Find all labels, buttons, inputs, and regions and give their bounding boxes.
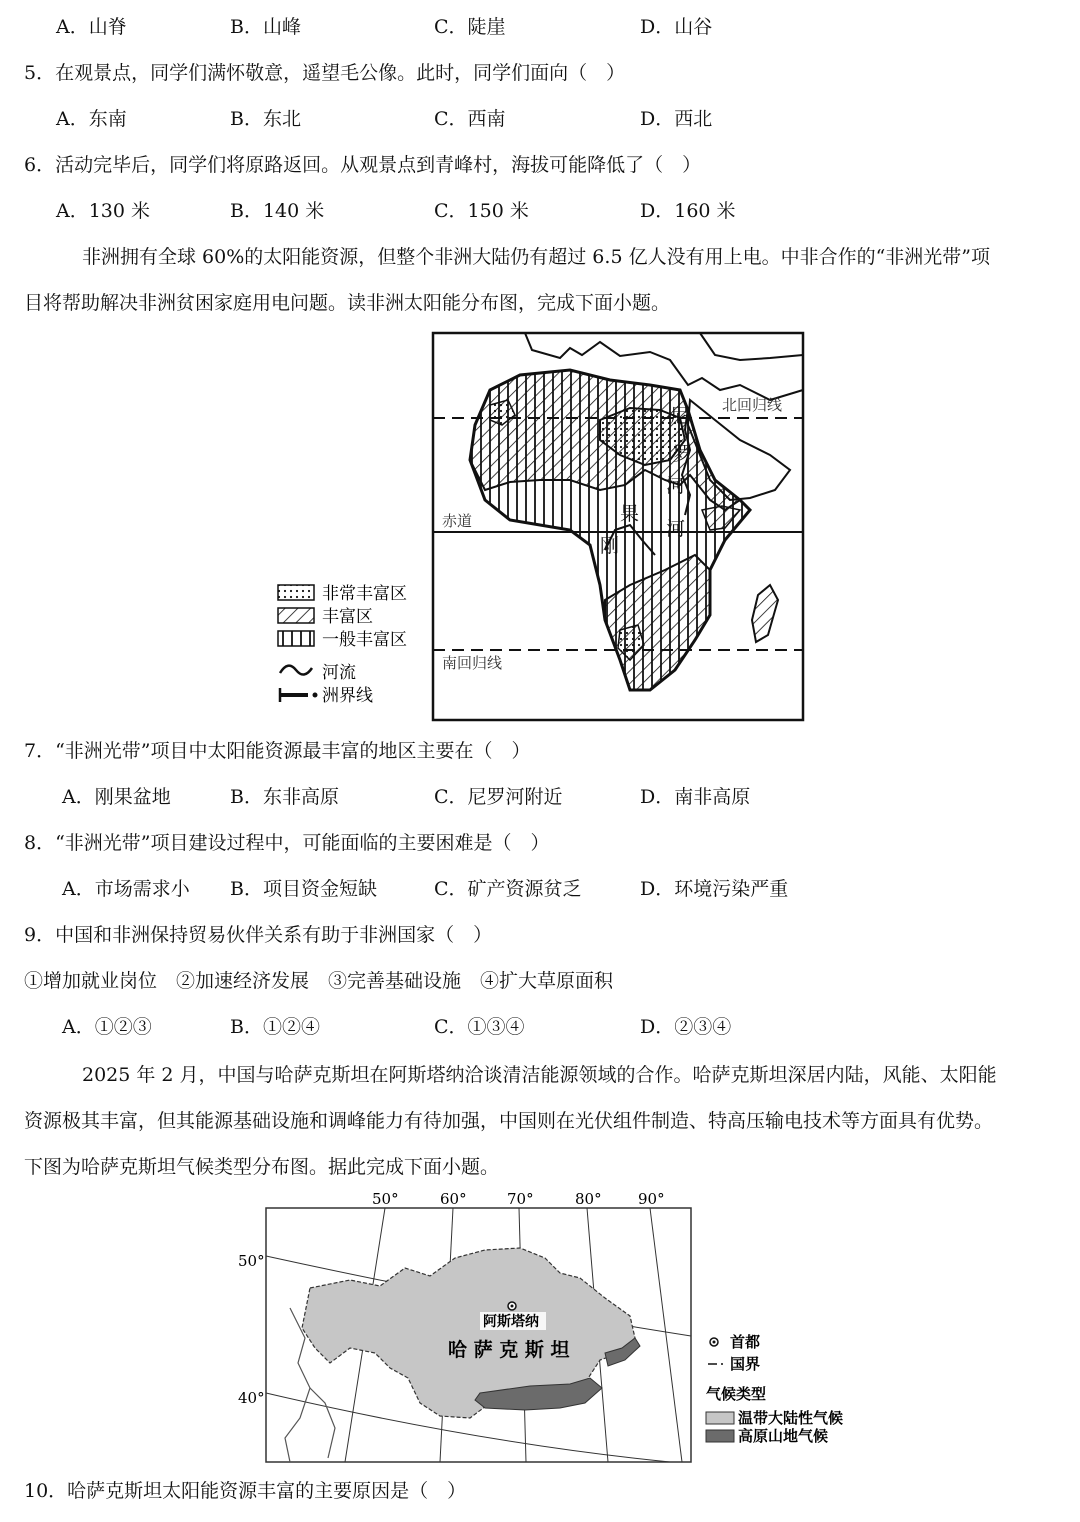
q9-items: ①增加就业岗位 ②加速经济发展 ③完善基础设施 ④扩大草原面积	[24, 970, 614, 992]
congo-char-1: 刚	[600, 535, 620, 557]
q9-option-d: D．②③④	[640, 1016, 732, 1038]
q4-option-b: B．山峰	[230, 16, 301, 38]
kazakhstan-label: 哈 萨 克 斯 坦	[448, 1339, 570, 1361]
q10-stem: 10．哈萨克斯坦太阳能资源丰富的主要原因是（ ）	[24, 1480, 467, 1502]
q8-option-b: B．项目资金短缺	[230, 878, 377, 900]
q5-option-d: D．西北	[640, 108, 713, 130]
legend-river: 河流	[322, 663, 356, 683]
tropic-south-label: 南回归线	[442, 654, 503, 672]
q7-option-c: C．尼罗河附近	[434, 786, 563, 808]
legend-river-icon	[280, 666, 312, 675]
legend-highland-swatch	[706, 1430, 734, 1442]
q8-stem: 8．“非洲光带”项目建设过程中，可能面临的主要困难是（ ）	[24, 832, 550, 854]
q5-option-a: A．东南	[56, 108, 127, 130]
q6-option-a: A．130 米	[56, 200, 151, 222]
q6-stem: 6．活动完毕后，同学们将原路返回。从观景点到青峰村，海拔可能降低了（ ）	[24, 154, 702, 176]
q7-option-d: D．南非高原	[640, 786, 751, 808]
lon-label-60: 60°	[440, 1190, 467, 1208]
africa-map-legend	[278, 583, 407, 706]
lon-label-80: 80°	[575, 1190, 602, 1208]
kz-passage-line2: 资源极其丰富，但其能源基础设施和调峰能力有待加强，中国则在光伏组件制造、特高压输电技术等方面具有优势。	[24, 1110, 994, 1132]
equator-label: 赤道	[442, 512, 473, 530]
legend-border: 国界	[730, 1355, 761, 1373]
q8-option-c: C．矿产资源贫乏	[434, 878, 582, 900]
q9-stem: 9．中国和非洲保持贸易伙伴关系有助于非洲国家（ ）	[24, 924, 493, 946]
legend-swatch-general	[278, 631, 314, 646]
legend-highland: 高原山地气候	[738, 1427, 829, 1445]
tropic-north-label: 北回归线	[722, 396, 783, 414]
legend-continental-swatch	[706, 1412, 734, 1424]
legend-swatch-rich	[278, 608, 314, 623]
legend-very-rich: 非常丰富区	[322, 584, 407, 604]
nile-char-3: 河	[666, 475, 686, 497]
q9-option-c: C．①③④	[434, 1016, 525, 1038]
lon-label-70: 70°	[507, 1190, 534, 1208]
kz-passage-line3: 下图为哈萨克斯坦气候类型分布图。据此完成下面小题。	[24, 1156, 500, 1178]
nile-char-1: 尼	[670, 405, 690, 427]
q4-option-d: D．山谷	[640, 16, 713, 38]
legend-continent-boundary: 洲界线	[322, 686, 373, 706]
congo-char-3: 河	[666, 518, 686, 540]
lon-label-90: 90°	[638, 1190, 665, 1208]
q9-option-b: B．①②④	[230, 1016, 320, 1038]
q5-stem: 5．在观景点，同学们满怀敬意，遥望毛公像。此时，同学们面向（ ）	[24, 62, 626, 84]
q5-option-b: B．东北	[230, 108, 301, 130]
africa-passage-line2: 目将帮助解决非洲贫困家庭用电问题。读非洲太阳能分布图，完成下面小题。	[24, 292, 671, 314]
q6-option-b: B．140 米	[230, 200, 325, 222]
astana-label: 阿斯塔纳	[483, 1314, 539, 1330]
q4-option-c: C．陡崖	[434, 16, 506, 38]
q6-option-c: C．150 米	[434, 200, 529, 222]
congo-char-2: 果	[620, 503, 640, 525]
q7-stem: 7．“非洲光带”项目中太阳能资源最丰富的地区主要在（ ）	[24, 740, 531, 762]
kz-map-legend	[706, 1333, 843, 1445]
q8-option-a: A．市场需求小	[62, 878, 190, 900]
legend-swatch-very-rich	[278, 585, 314, 600]
africa-solar-map	[270, 330, 810, 725]
lat-label-40: 40°	[238, 1389, 265, 1407]
q7-option-a: A．刚果盆地	[62, 786, 171, 808]
q8-option-d: D．环境污染严重	[640, 878, 789, 900]
legend-capital: 首都	[730, 1333, 761, 1351]
q5-option-c: C．西南	[434, 108, 506, 130]
africa-passage-line1: 非洲拥有全球 60%的太阳能资源，但整个非洲大陆仍有超过 6.5 亿人没有用上电。中非合作的“非洲光带”项	[82, 246, 990, 268]
kz-passage-line1: 2025 年 2 月，中国与哈萨克斯坦在阿斯塔纳洽谈清洁能源领域的合作。哈萨克斯坦深居内陆，风能、太阳能	[82, 1064, 997, 1086]
lat-label-50: 50°	[238, 1252, 265, 1270]
lon-label-50: 50°	[372, 1190, 399, 1208]
q9-option-a: A．①②③	[62, 1016, 152, 1038]
q4-option-a: A．山脊	[56, 16, 127, 38]
legend-title: 气候类型	[706, 1385, 767, 1403]
nile-char-2: 罗	[673, 443, 693, 465]
legend-general: 一般丰富区	[322, 630, 407, 650]
legend-rich: 丰富区	[322, 607, 373, 627]
q7-option-b: B．东非高原	[230, 786, 339, 808]
q6-option-d: D．160 米	[640, 200, 736, 222]
legend-continental: 温带大陆性气候	[738, 1409, 844, 1427]
kazakhstan-climate-map	[230, 1188, 870, 1468]
